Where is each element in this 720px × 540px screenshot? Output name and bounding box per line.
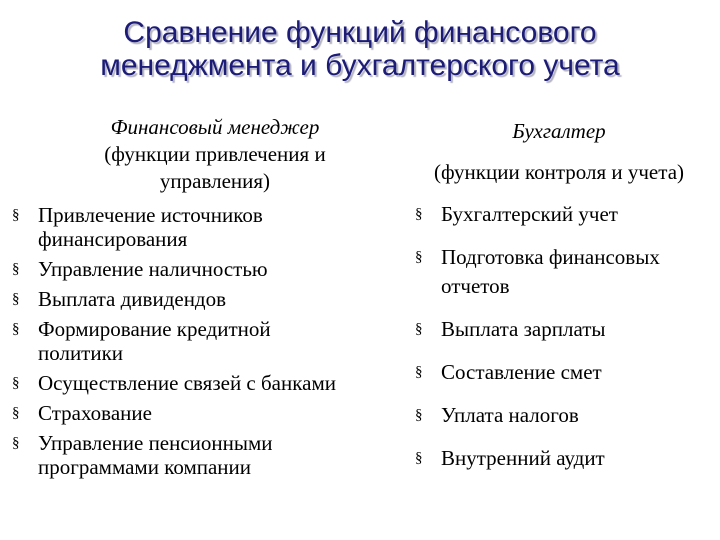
bullet-icon: § <box>12 375 20 391</box>
list-item-line1: Осуществление связей с банками <box>38 371 336 395</box>
list-item <box>12 317 402 365</box>
list-item-line1: Управление наличностью <box>38 257 268 281</box>
financial-manager-role: Финансовый менеджер <box>110 115 320 139</box>
list-item-line2: программами компании <box>38 455 252 479</box>
list-item-line1: Выплата зарплаты <box>441 317 606 341</box>
bullet-icon: § <box>12 405 20 421</box>
bullet-icon: § <box>12 321 20 337</box>
list-item-line1: Привлечение источников <box>38 203 263 227</box>
list-item <box>415 358 715 387</box>
accountant-heading <box>400 118 718 186</box>
bullet-icon: § <box>415 364 423 380</box>
bullet-icon: § <box>415 407 423 423</box>
list-item-line2: отчетов <box>441 274 510 298</box>
list-item <box>12 431 402 479</box>
accountant-role: Бухгалтер <box>512 119 606 143</box>
bullet-icon: § <box>12 261 20 277</box>
list-item <box>415 200 715 229</box>
accountant-functions-list <box>415 200 715 487</box>
list-item-line1: Выплата дивидендов <box>38 287 227 311</box>
list-item <box>415 444 715 473</box>
list-item <box>12 203 402 251</box>
list-item-line1: Управление пенсионными <box>38 431 273 455</box>
slide-title <box>0 16 720 82</box>
bullet-icon: § <box>415 450 423 466</box>
list-item <box>415 401 715 430</box>
bullet-icon: § <box>12 435 20 451</box>
list-item-line1: Страхование <box>38 401 152 425</box>
list-item <box>12 287 402 311</box>
list-item-line1: Внутренний аудит <box>441 446 605 470</box>
list-item <box>12 371 402 395</box>
bullet-icon: § <box>415 249 423 265</box>
list-item-line2: политики <box>38 341 124 365</box>
bullet-icon: § <box>415 321 423 337</box>
list-item <box>415 243 715 301</box>
list-item <box>12 257 402 281</box>
list-item <box>415 315 715 344</box>
financial-manager-subtitle-line1: (функции привлечения и <box>104 142 326 166</box>
list-item-line1: Подготовка финансовых <box>441 245 660 269</box>
slide-title-line1: Сравнение функций финансового <box>123 16 597 49</box>
list-item <box>12 401 402 425</box>
slide-title-line2: менеджмента и бухгалтерского учета <box>100 49 620 82</box>
financial-manager-heading <box>30 114 400 195</box>
financial-manager-subtitle-line2: управления) <box>159 169 271 193</box>
bullet-icon: § <box>12 291 20 307</box>
list-item-line1: Составление смет <box>441 360 602 384</box>
list-item-line1: Уплата налогов <box>441 403 579 427</box>
accountant-subtitle: (функции контроля и учета) <box>433 160 685 184</box>
list-item-line1: Формирование кредитной <box>38 317 271 341</box>
financial-manager-functions-list <box>12 203 402 479</box>
bullet-icon: § <box>415 206 423 222</box>
list-item-line2: финансирования <box>38 227 188 251</box>
bullet-icon: § <box>12 207 20 223</box>
list-item-line1: Бухгалтерский учет <box>441 202 618 226</box>
